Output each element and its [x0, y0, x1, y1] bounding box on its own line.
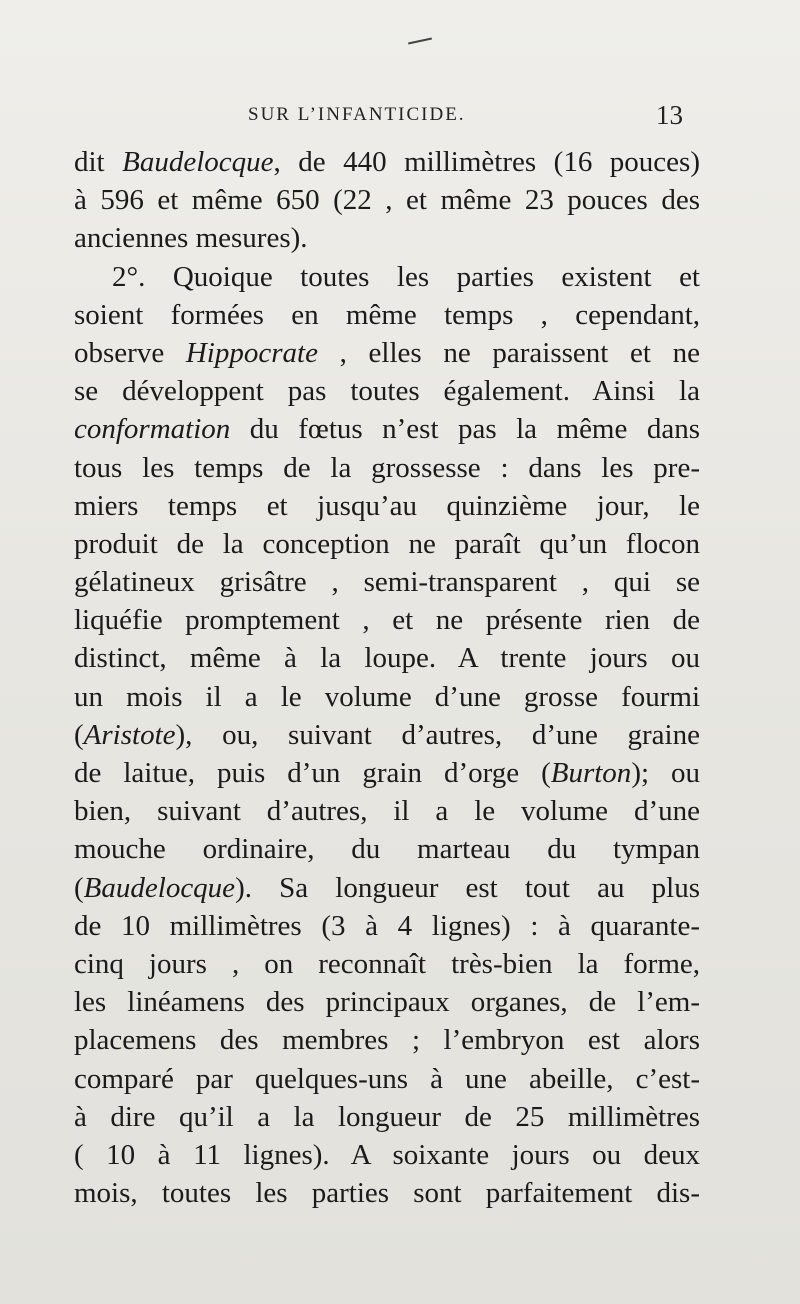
text-line: [74, 792, 700, 830]
text-segment: (: [74, 871, 84, 904]
text-segment: se développent pas toutes également. Ainsi la: [74, 375, 700, 408]
text-segment: produit de la conception ne paraît qu’un flocon: [74, 527, 700, 560]
text-line: [74, 410, 700, 448]
text-segment: observe: [74, 336, 186, 369]
text-segment: (: [74, 718, 84, 751]
text-line: [74, 372, 700, 410]
text-segment: ( 10 à 11 lignes). A soixante jours ou deux: [74, 1138, 700, 1171]
text-segment: liquéfie promptement , et ne présente rien de: [74, 604, 700, 637]
text-segment: dit: [74, 146, 123, 178]
text-segment: du fœtus n’est pas la même dans: [230, 413, 700, 446]
text-segment: , de 440 millimètres (16 pouces): [273, 146, 700, 178]
text-line: [74, 258, 700, 296]
text-segment: de 10 millimètres (3 à 4 lignes) : à quarante-: [74, 909, 700, 942]
text-segment: , elles ne paraissent et ne: [317, 336, 700, 369]
text-segment: cinq jours , on reconnaît très-bien la forme,: [74, 947, 700, 980]
text-line: [74, 945, 700, 983]
text-line: [74, 907, 700, 945]
text-segment: de laitue, puis d’un grain d’orge (: [74, 757, 551, 789]
running-head: SUR L’INFANTICIDE.: [248, 104, 466, 125]
text-segment: à 596 et même 650 (22 , et même 23 pouces des: [74, 184, 700, 217]
italic-text: conformation: [74, 413, 231, 446]
text-line: [74, 334, 700, 372]
text-line: [74, 449, 700, 487]
text-segment: distinct, même à la loupe. A trente jours ou: [74, 642, 700, 675]
italic-text: Baudelocque: [83, 871, 236, 904]
text-segment: placemens des membres ; l’embryon est alors: [74, 1024, 700, 1057]
italic-text: Burton: [550, 757, 632, 789]
text-segment: miers temps et jusqu’au quinzième jour, le: [74, 489, 700, 522]
page-number: 13: [656, 100, 683, 130]
text-line: [74, 525, 700, 563]
text-segment: gélatineux grisâtre , semi-transparent , qui se: [74, 566, 700, 599]
text-line: [74, 830, 700, 868]
text-line: [74, 1174, 700, 1212]
text-line: [74, 143, 700, 181]
text-segment: anciennes mesures).: [74, 222, 308, 255]
text-segment: bien, suivant d’autres, il a le volume d’une: [74, 795, 700, 828]
italic-text: Baudelocque: [122, 146, 274, 178]
text-line: [74, 639, 700, 677]
italic-text: Aristote: [83, 718, 176, 751]
text-segment: comparé par quelques-uns à une abeille, c’est-: [74, 1062, 700, 1095]
text-segment: soient formées en même temps , cependant,: [74, 298, 700, 331]
italic-text: Hippocrate: [185, 336, 318, 369]
text-line: [74, 563, 700, 601]
text-line: [74, 296, 700, 334]
text-segment: mouche ordinaire, du marteau du tympan: [74, 833, 700, 866]
text-segment: à dire qu’il a la longueur de 25 millimètres: [74, 1100, 700, 1133]
text-segment: mois, toutes les parties sont parfaitement dis-: [74, 1177, 700, 1210]
text-segment: les linéamens des principaux organes, de l’em-: [74, 986, 700, 1019]
text-segment: tous les temps de la grossesse : dans les pre-: [74, 451, 700, 484]
text-line: [74, 219, 700, 257]
text-line: [74, 983, 700, 1021]
text-line: [74, 1021, 700, 1059]
text-line: [74, 1060, 700, 1098]
text-segment: ). Sa longueur est tout au plus: [235, 871, 700, 904]
text-segment: ), ou, suivant d’autres, d’une graine: [175, 718, 700, 751]
text-line: [74, 601, 700, 639]
text-segment: un mois il a le volume d’une grosse fourmi: [74, 680, 700, 713]
text-segment: 2°. Quoique toutes les parties existent et: [112, 260, 700, 293]
text-line: [74, 716, 700, 754]
ink-mark: [408, 38, 432, 45]
text-segment: ); ou: [631, 757, 700, 789]
text-line: [74, 181, 700, 219]
text-line: [74, 869, 700, 907]
body-text: [74, 143, 700, 1212]
text-line: [74, 1098, 700, 1136]
text-line: [74, 487, 700, 525]
text-line: [74, 1136, 700, 1174]
text-line: [74, 678, 700, 716]
text-line: [74, 754, 700, 792]
